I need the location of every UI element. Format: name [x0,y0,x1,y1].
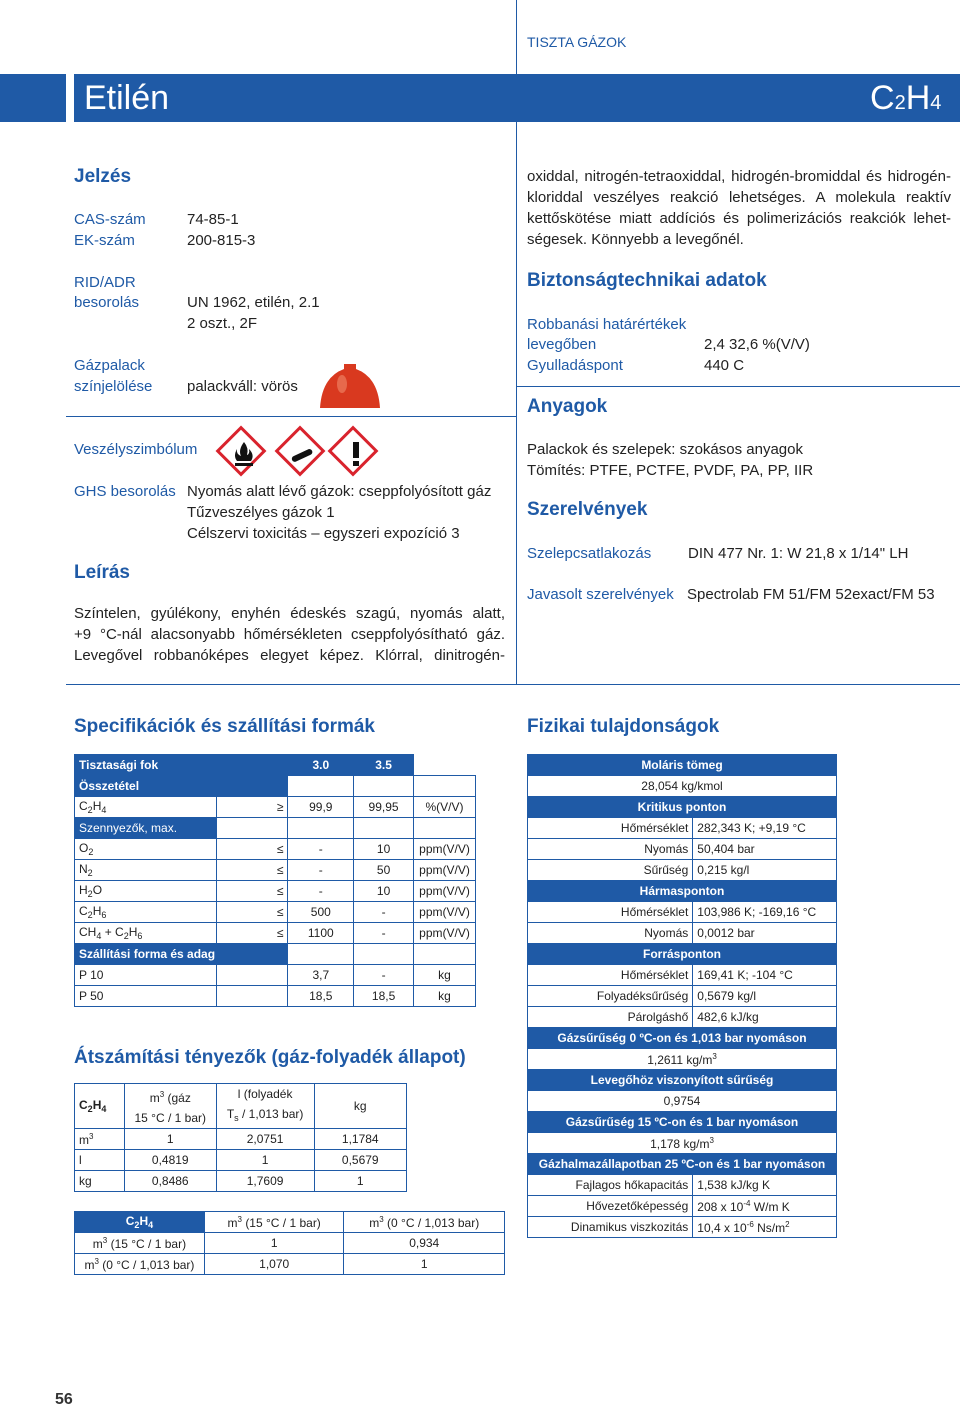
table-row: $m^3$ 1 2,0751 1,1784 [75,1129,407,1150]
ignition-label: Gyulladáspont [527,357,623,374]
category-label: TISZTA GÁZOK [527,34,627,50]
ignition-value: 440 C [704,357,745,374]
table-row: $N_2$ ≤ - 50 ppm(V/V) [75,860,476,881]
ghs-label: GHS besorolás [74,483,176,500]
table-row: Gázsűrűség 0 ºC-on és 1,013 bar nyomáson [528,1028,837,1049]
table-row: 28,054 kg/kmol [528,776,837,797]
table-row: $m^3$ (15 °C / 1 bar) 1 0,934 [75,1233,505,1254]
conversion-table [74,1083,407,1192]
ek-label: EK-szám [74,232,135,249]
table-row: Sűrűség 0,215 kg/l [528,860,837,881]
rid-value-1: UN 1962, etilén, 2.1 [187,294,320,311]
physical-table [527,754,837,1238]
table-row: $C_2H_4$ $m^3$ (gáz 15 °C / 1 bar) l (folyadék $T_s / 1,013$ bar) kg [75,1084,407,1129]
rid-label-1: RID/ADR [74,274,136,291]
table-row: Szennyezők, max. [75,818,476,839]
page-number: 56 [55,1391,73,1408]
table-row: Levegőhöz viszonyított sűrűség [528,1070,837,1091]
ghs-line-2: Tűzveszélyes gázok 1 [187,504,335,521]
table-row: Hőmérséklet 169,41 K; -104 °C [528,965,837,986]
title-bar [0,74,960,122]
table-row: Forrásponton [528,944,837,965]
table-row: Nyomás 50,404 bar [528,839,837,860]
cylinder-label-1: Gázpalack [74,357,145,374]
table-row: Fajlagos hőkapacitás 1,538 kJ/kg K [528,1175,837,1196]
ek-value: 200-815-3 [187,232,256,249]
jelzes-heading: Jelzés [74,166,132,187]
ghs-line-3: Célszervi toxicitás – egyszeri expozíció 3 [187,525,460,542]
safety-heading: Biztonságtechnikai adatok [527,270,767,291]
table-row: Hővezetőképesség 208 x $10^{-4}$ W/m K [528,1196,837,1217]
cylinder-label-2: színjelölése [74,378,153,395]
table-row: Hármasponton [528,881,837,902]
cas-value: 74-85-1 [187,211,239,228]
chemical-formula: C2H4 [870,79,942,117]
table-row: 1,178 $kg/m^3$ [528,1133,837,1154]
materials-line-1: Palackok és szelepek: szokásos anyagok [527,441,803,458]
table-row: $m^3$ (0 °C / 1,013 bar) 1,070 1 [75,1254,505,1275]
cylinder-shoulder-icon [318,362,382,408]
conversion-table-2 [74,1211,505,1275]
table-row: l 0,4819 1 0,5679 [75,1150,407,1171]
table-row: Gázhalmazállapotban 25 ºC-on és 1 bar nyomáson [528,1154,837,1175]
table-row: Szállítási forma és adag [75,944,476,965]
table-row: Gázsűrűség 15 ºC-on és 1 bar nyomáson [528,1112,837,1133]
description-continued: oxiddal, nitrogén-tetraoxiddal, hidrogén-bromiddal és hidrogén- kloriddal veszélyes reakció lehetséges. A molekula reaktív kettőskötése miatt addíciós és polimerizációs reakciók lehet- ségesek. Könnyebb a levegőnél. [527,168,951,248]
table-row: P 50 18,5 18,5 kg [75,986,476,1007]
table-row: Kritikus ponton [528,797,837,818]
table-row: $CH_4 + C_2H_6$ ≤ 1100 - ppm(V/V) [75,923,476,944]
recommended-fittings-value: Spectrolab FM 51/FM 52exact/FM 53 [687,586,935,603]
table-row: P 10 3,7 - kg [75,965,476,986]
table-row: Hőmérséklet 282,343 K; +9,19 °C [528,818,837,839]
materials-line-2: Tömítés: PTFE, PCTFE, PVDF, PA, PP, IIR [527,462,814,479]
fittings-heading: Szerelvények [527,499,648,520]
table-row: $H_2O$ ≤ - 10 ppm(V/V) [75,881,476,902]
recommended-fittings-label: Javasolt szerelvények [527,586,674,603]
table-row: Összetétel [75,776,476,797]
table-row: kg 0,8486 1,7609 1 [75,1171,407,1192]
spec-table [74,754,476,1007]
rid-label-2: besorolás [74,294,140,311]
conversion-heading: Átszámítási tényezők (gáz-folyadék állapot) [74,1047,466,1068]
table-row: Folyadéksűrűség 0,5679 kg/l [528,986,837,1007]
explosion-limits-label-2: levegőben [527,336,597,353]
table-row: Nyomás 0,0012 bar [528,923,837,944]
table-row: $C_2H_4$ ≥ 99,9 99,95 %(V/V) [75,797,476,818]
physical-heading: Fizikai tulajdonságok [527,716,720,737]
table-row: Párolgáshő 482,6 kJ/kg [528,1007,837,1028]
rid-value-2: 2 oszt., 2F [187,315,258,332]
valve-value: DIN 477 Nr. 1: W 21,8 x 1/14" LH [688,545,909,562]
table-row: Moláris tömeg [528,755,837,776]
table-row: 0,9754 [528,1091,837,1112]
leiras-heading: Leírás [74,562,130,583]
page-title: Etilén [84,79,170,117]
table-row: Tisztasági fok 3.0 3.5 [75,755,476,776]
table-row: $O_2$ ≤ - 10 ppm(V/V) [75,839,476,860]
ghs-line-1: Nyomás alatt lévő gázok: cseppfolyósított gáz [187,483,492,500]
table-row: Dinamikus viszkozitás 10,4 x $10^{-6}$ $Ns/m^2$ [528,1217,837,1238]
cylinder-value: palackváll: vörös [187,378,298,395]
explosion-limits-value: 2,4 32,6 %(V/V) [704,336,810,353]
valve-label: Szelepcsatlakozás [527,545,652,562]
cas-label: CAS-szám [74,211,146,228]
table-row: $C_2H_4$ $m^3$ (15 °C / 1 bar) $m^3$ (0 °C / 1,013 bar) [75,1212,505,1233]
table-row: 1,2611 $kg/m^3$ [528,1049,837,1070]
spec-heading: Specifikációk és szállítási formák [74,716,375,737]
materials-heading: Anyagok [527,396,608,417]
hazard-symbol-label: Veszélyszimbólum [74,441,198,458]
table-row: $C_2H_6$ ≤ 500 - ppm(V/V) [75,902,476,923]
table-row: Hőmérséklet 103,986 K; -169,16 °C [528,902,837,923]
description-text: Színtelen, gyúlékony, enyhén édeskés szagú, nyomás alatt, +9 °C-nál alacsonyabb hőmérsékleten cseppfolyósítható gáz. Levegővel robbanóképes elegyet képez. Klórral, dinitrogén- [74,605,505,664]
explosion-limits-label-1: Robbanási határértékek [527,316,687,333]
